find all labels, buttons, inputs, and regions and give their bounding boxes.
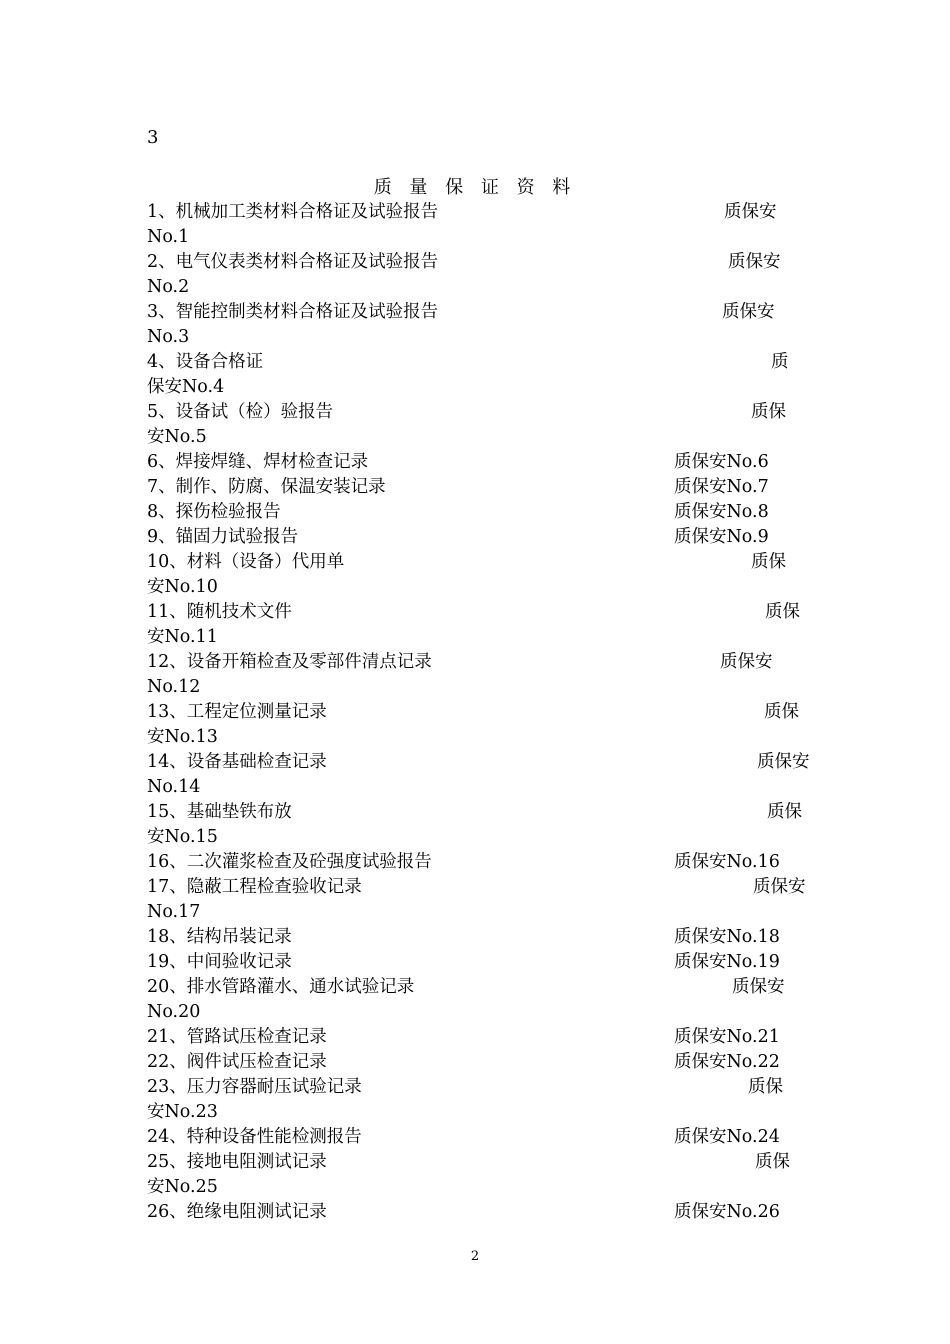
list-item [147,500,837,525]
item-label: 21、管路试压检查记录 [147,1027,327,1047]
footer-page-number: 2 [470,1249,480,1264]
item-code: 质保 [751,552,786,572]
item-code: 质保安 [724,202,777,222]
item-code: 质保 [755,1152,790,1172]
item-label: 22、阀件试压检查记录 [147,1052,327,1072]
item-code: 质保安No.16 [674,852,780,872]
item-label: 13、工程定位测量记录 [147,702,327,722]
item-label: 4、设备合格证 [147,352,264,372]
item-code: 质保安No.22 [674,1052,780,1072]
list-item [147,450,837,475]
list-item [147,850,837,875]
list-item [147,350,837,375]
item-code: 质保安 [757,752,810,772]
list-item [147,1125,837,1150]
item-code: 质保安 [732,977,785,997]
item-code-continued: No.14 [147,777,201,797]
item-label: 5、设备试（检）验报告 [147,402,334,422]
list-item [147,800,837,825]
item-code-continued: No.17 [147,902,201,922]
list-item [147,750,837,775]
item-code: 质保安No.18 [674,927,780,947]
list-item [147,475,837,500]
item-label: 24、特种设备性能检测报告 [147,1127,362,1147]
item-label: 7、制作、防腐、保温安装记录 [147,477,386,497]
item-label: 6、焊接焊缝、焊材检查记录 [147,452,369,472]
item-label: 2、电气仪表类材料合格证及试验报告 [147,252,439,272]
item-code: 质保 [764,702,799,722]
list-item [147,700,837,725]
item-code-continued: 安No.11 [147,627,218,647]
item-code: 质保安 [728,252,781,272]
item-label: 1、机械加工类材料合格证及试验报告 [147,202,439,222]
item-label: 17、隐蔽工程检查验收记录 [147,877,362,897]
item-label: 11、随机技术文件 [147,602,292,622]
item-code-continued: 安No.25 [147,1177,218,1197]
item-label: 9、锚固力试验报告 [147,527,299,547]
list-item [147,300,837,325]
list-item [147,1075,837,1100]
list-item [147,950,837,975]
item-label: 16、二次灌浆检查及砼强度试验报告 [147,852,432,872]
list-item [147,1025,837,1050]
item-code: 质保安No.6 [674,452,769,472]
list-item [147,400,837,425]
item-code-continued: No.1 [147,227,190,247]
list-item [147,250,837,275]
item-code: 质保安No.9 [674,527,769,547]
list-item [147,525,837,550]
item-label: 12、设备开箱检查及零部件清点记录 [147,652,432,672]
item-code: 质保安No.8 [674,502,769,522]
list-item [147,875,837,900]
item-list [147,200,837,1225]
list-item [147,550,837,575]
item-code: 质保安No.19 [674,952,780,972]
item-code-continued: 安No.15 [147,827,218,847]
list-item [147,600,837,625]
document-title: 质 量 保 证 资 料 [373,177,577,198]
item-label: 3、智能控制类材料合格证及试验报告 [147,302,439,322]
header-number: 3 [147,127,159,148]
list-item [147,925,837,950]
list-item [147,975,837,1000]
item-label: 8、探伤检验报告 [147,502,281,522]
item-code: 质保 [751,402,786,422]
list-item [147,1200,837,1225]
item-label: 14、设备基础检查记录 [147,752,327,772]
item-label: 19、中间验收记录 [147,952,292,972]
list-item [147,1150,837,1175]
item-code-continued: No.12 [147,677,201,697]
item-label: 23、压力容器耐压试验记录 [147,1077,362,1097]
item-code: 质保安 [753,877,806,897]
list-item [147,1050,837,1075]
item-code-continued: 安No.10 [147,577,218,597]
item-label: 26、绝缘电阻测试记录 [147,1202,327,1222]
item-code-continued: No.2 [147,277,190,297]
item-code-continued: 安No.5 [147,427,207,447]
item-label: 15、基础垫铁布放 [147,802,292,822]
item-label: 18、结构吊装记录 [147,927,292,947]
item-code: 质保安 [722,302,775,322]
item-code: 质保安 [720,652,773,672]
item-code: 质 [771,352,789,372]
item-code: 质保安No.26 [674,1202,780,1222]
item-label: 10、材料（设备）代用单 [147,552,345,572]
item-code-continued: 安No.23 [147,1102,218,1122]
item-code-continued: No.20 [147,1002,201,1022]
item-code: 质保安No.24 [674,1127,780,1147]
item-code-continued: 保安No.4 [147,377,225,397]
item-code: 质保 [765,602,800,622]
list-item [147,650,837,675]
item-code-continued: No.3 [147,327,190,347]
item-code: 质保安No.7 [674,477,769,497]
item-code: 质保 [767,802,802,822]
list-item [147,200,837,225]
item-code: 质保安No.21 [674,1027,780,1047]
item-label: 20、排水管路灌水、通水试验记录 [147,977,415,997]
item-code-continued: 安No.13 [147,727,218,747]
item-label: 25、接地电阻测试记录 [147,1152,327,1172]
item-code: 质保 [748,1077,783,1097]
